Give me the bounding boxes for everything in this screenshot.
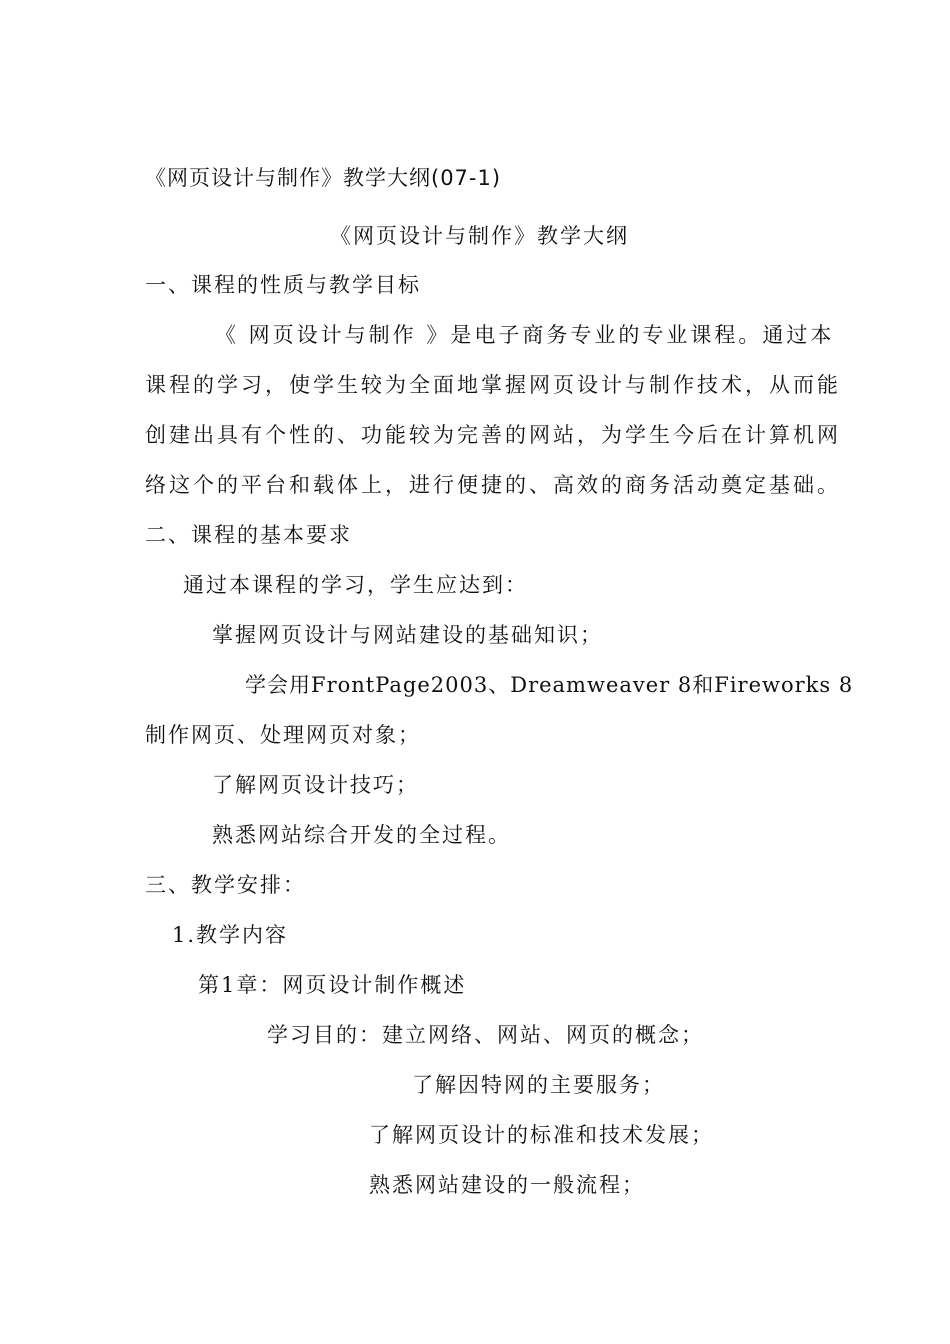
requirement-item-continued: 制作网页、处理网页对象； — [145, 723, 421, 747]
file-title: 《网页设计与制作》教学大纲(07-1) — [145, 166, 502, 190]
chapter-1-objective: 学习目的：建立网络、网站、网页的概念； — [267, 1023, 704, 1047]
section-1-para-line-3: 创建出具有个性的、功能较为完善的网站，为学生今后在计算机网 — [145, 423, 841, 447]
chapter-1-objective: 了解因特网的主要服务； — [412, 1073, 665, 1097]
requirement-item: 熟悉网站综合开发的全过程。 — [212, 823, 511, 847]
section-1-para-line-1: 《 网页设计与制作 》是电子商务专业的专业课程。通过本 — [215, 323, 835, 347]
section-1-para-line-2: 课程的学习，使学生较为全面地掌握网页设计与制作技术，从而能 — [145, 373, 841, 397]
section-1-title: 一、课程的性质与教学目标 — [145, 273, 421, 297]
chapter-1-objective: 熟悉网站建设的一般流程； — [369, 1173, 645, 1197]
requirement-item: 了解网页设计技巧； — [212, 773, 419, 797]
requirement-item: 学会用FrontPage2003、Dreamweaver 8和Fireworks 8 — [245, 673, 854, 697]
section-2-intro: 通过本课程的学习，学生应达到： — [183, 573, 528, 597]
section-2-title: 二、课程的基本要求 — [145, 523, 352, 547]
chapter-1-title: 第1章：网页设计制作概述 — [198, 973, 467, 997]
document-heading: 《网页设计与制作》教学大纲 — [330, 224, 629, 248]
section-3-subheading: 1.教学内容 — [172, 923, 289, 947]
requirement-item: 掌握网页设计与网站建设的基础知识； — [212, 623, 603, 647]
section-1-para-line-4: 络这个的平台和载体上，进行便捷的、高效的商务活动奠定基础。 — [145, 473, 841, 497]
chapter-1-objective: 了解网页设计的标准和技术发展； — [369, 1123, 714, 1147]
section-3-title: 三、教学安排： — [145, 873, 306, 897]
